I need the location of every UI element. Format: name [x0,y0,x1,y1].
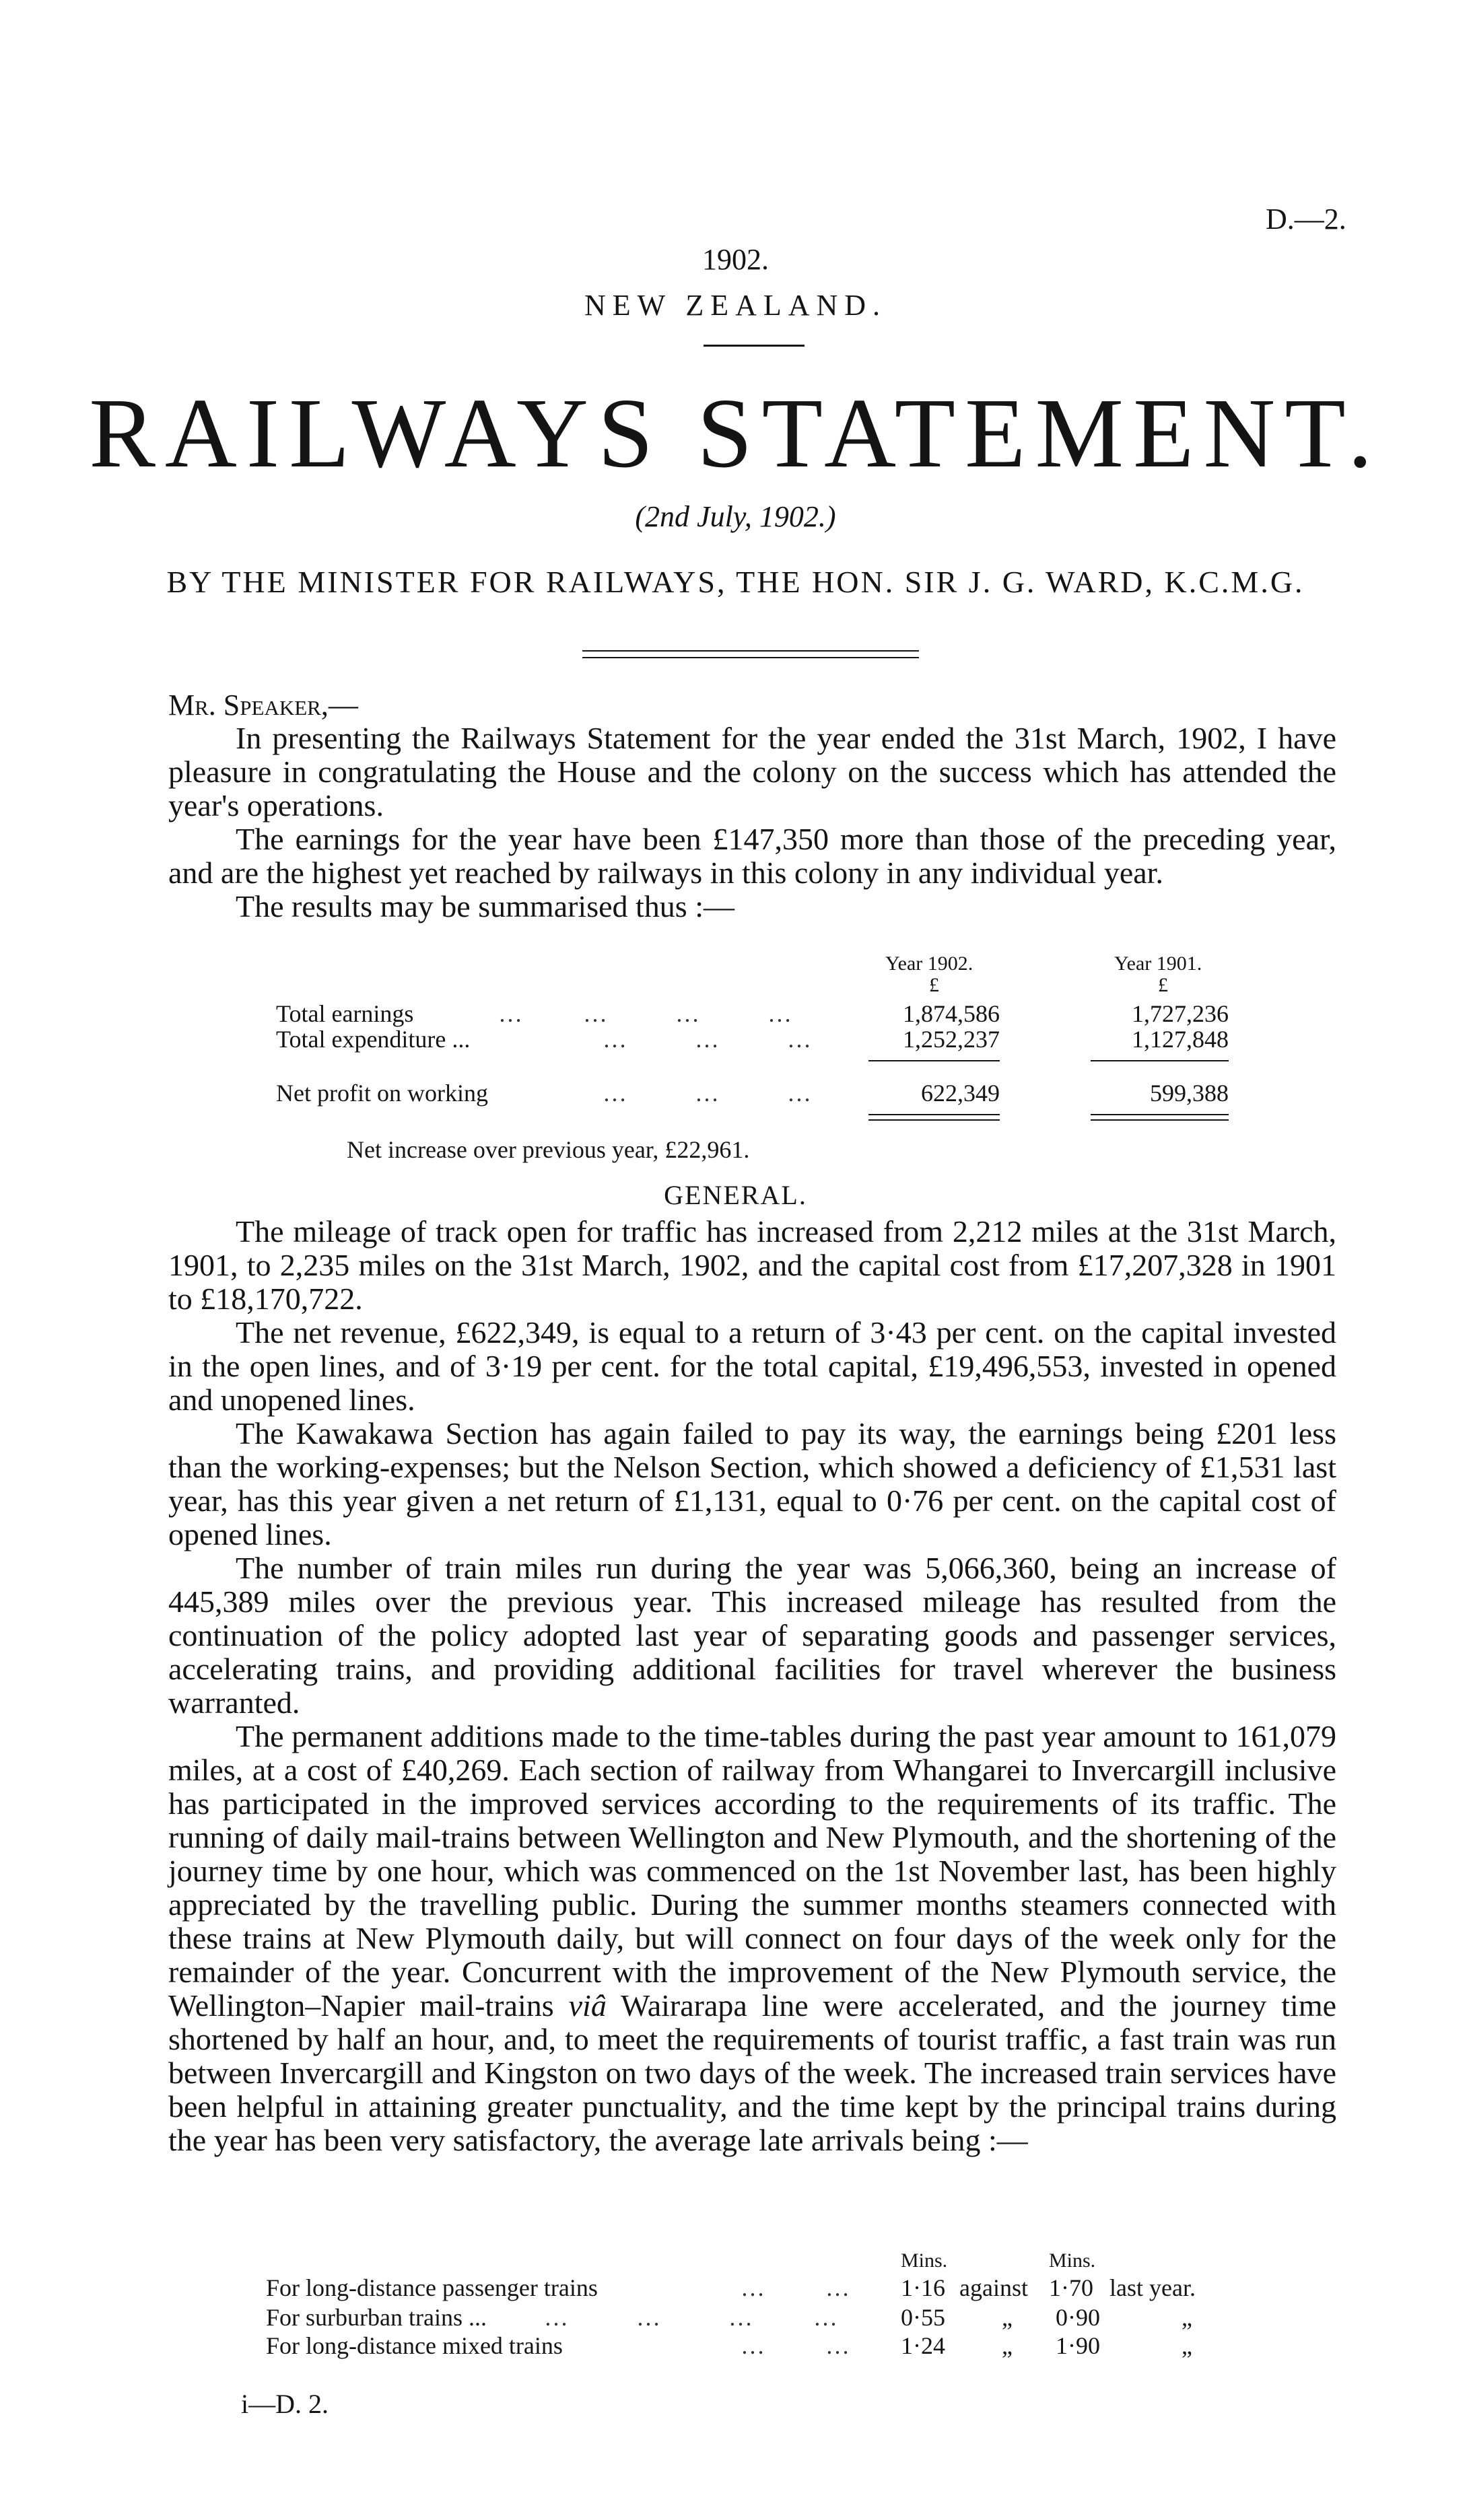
summary-row: Net profit on working … … … 622,349 599,388 [276,1080,1229,1107]
timetable-text-before-via: The permanent additions made to the time-tables during the past year amount to 161,079 miles, at a cost of £40,269. Each section of railway from Whangarei to Invercargill inclusive has participated in the improved services according to the requirements of its traffic. The running of daily mail-trains between Wellington and New Plymouth, and the shortening of the journey time by one hour, which was commenced on the 1st November last, has been highly appreciated by the travelling public. During the summer months steamers connected with these trains at New Plymouth daily, but will connect on four days of the week only for the remainder of the year. Concurrent with the improvement of the New Plymouth service, the Wellington–Napier mail-trains [168,1719,1336,2023]
summary-row-label: Net profit on working [276,1080,488,1107]
summary-total-rule-1901 [1091,1114,1229,1121]
summary-row-label: Total earnings [276,1000,414,1027]
general-paragraph-1: The mileage of track open for traffic has increased from 2,212 miles at the 31st March, 1901, to 2,235 miles on the 31st March, 1902, and the capital cost from £17,207,328 in 1901 to £18,170,722. [168,1214,1336,1316]
document-reference: D.—2. [1266,203,1346,236]
late-arrivals-table [0,2249,1471,2377]
statement-date: (2nd July, 1902.) [635,500,836,533]
general-heading: GENERAL. [664,1180,807,1210]
summary-row-value-1902: 1,252,237 [903,1026,1000,1053]
late-row-value-current: 0·55 [901,2304,945,2331]
late-header-current: Mins. [901,2249,948,2272]
general-paragraph-2: The net revenue, £622,349, is equal to a return of 3·43 per cent. on the capital invested in the open lines, and of 3·19 per cent. for the total capital, £19,496,553, invested in opened and unopened lines. [168,1315,1336,1417]
summary-row-value-1901: 599,388 [1150,1080,1229,1107]
late-row-label: For long-distance mixed trains [266,2332,563,2359]
intro-paragraph-2: The earnings for the year have been £147,350 more than those of the preceding year, and are the highest yet reached by railways in this colony in any individual year. [168,822,1336,890]
currency-symbol-1902: £ [929,974,939,996]
summary-row-value-1902: 622,349 [921,1080,1000,1107]
intro-paragraph-1: In presenting the Railways Statement for the year ended the 31st March, 1902, I have pleasure in congratulating the House and the colony on the success which has attended the year's operations. [168,721,1336,823]
summary-note: Net increase over previous year, £22,961. [347,1136,750,1163]
general-paragraph-4: The number of train miles run during the year was 5,066,360, being an increase of 445,389 miles over the previous year. This increased mileage has resulted from the continuation of the policy adopted last year of separating goods and passenger services, accelerating trains, and providing additional facilities for travel wherever the business warranted. [168,1551,1336,1720]
late-row-suffix: „ [1182,2304,1192,2331]
page-title: RAILWAYS STATEMENT. [89,378,1382,489]
late-row-suffix: „ [1182,2332,1192,2359]
intro-section [168,722,1336,923]
currency-symbol-1901: £ [1158,974,1168,996]
summary-row: Total earnings … … … … 1,874,586 1,727,236 [276,1000,1229,1027]
summary-total-rule-1902 [868,1114,1000,1121]
salutation: Mr. Speaker,— [168,689,358,722]
summary-table [0,952,1471,1181]
summary-header-1902: Year 1902. [885,952,973,975]
double-divider [582,650,919,658]
late-row-value-previous: 1·70 [1049,2274,1093,2301]
summary-header-1901: Year 1901. [1114,952,1202,975]
intro-paragraph-3: The results may be summarised thus :— [236,889,734,923]
late-row-label: For surburban trains ... [266,2304,487,2331]
summary-subtotal-rule-1901 [1091,1060,1229,1061]
summary-subtotal-rule-1902 [868,1060,1000,1061]
year-heading: 1902. [702,243,769,276]
minister-byline: BY THE MINISTER FOR RAILWAYS, THE HON. SIR J. G. WARD, K.C.M.G. [166,565,1305,599]
late-row: For long-distance mixed trains … … 1·24 „ 1·90 „ [266,2332,1192,2359]
short-divider [704,345,805,347]
late-row-value-current: 1·16 [901,2274,945,2301]
late-row-value-current: 1·24 [901,2332,945,2359]
country-heading: NEW ZEALAND. [584,289,887,322]
page-footer: i—D. 2. [241,2389,329,2419]
late-row-value-previous: 0·90 [1056,2304,1100,2331]
summary-row-value-1901: 1,127,848 [1132,1026,1229,1053]
late-row-value-previous: 1·90 [1056,2332,1100,2359]
late-row: For surburban trains ... … … … … 0·55 „ 0·90 „ [266,2304,1192,2331]
timetable-paragraph [168,1720,1336,2157]
late-row-label: For long-distance passenger trains [266,2274,598,2301]
late-row-connector: „ [1002,2332,1013,2359]
late-row: For long-distance passenger trains … … 1·16 against 1·70 last year. [266,2274,1196,2301]
late-row-suffix: last year. [1109,2274,1196,2301]
summary-row: Total expenditure ... … … … 1,252,237 1,127,848 [276,1026,1229,1053]
summary-row-value-1902: 1,874,586 [903,1000,1000,1027]
via-italic: viâ [568,1988,607,2023]
timetable-text-after-via: Wairarapa line were accelerated, and the journey time shortened by half an hour, and, to meet the requirements of tourist traffic, a fast train was run between Invercargill and Kingston on two days of the week. The increased train services have been helpful in attaining greater punctuality, and the time kept by the principal trains during the year has been very satisfactory, the average late arrivals being :— [168,1988,1337,2157]
general-paragraph-3: The Kawakawa Section has again failed to pay its way, the earnings being £201 less than the working-expenses; but the Nelson Section, which showed a deficiency of £1,531 last year, has this year given a net return of £1,131, equal to 0·76 per cent. on the capital cost of opened lines. [168,1416,1336,1551]
late-row-connector: against [959,2274,1028,2301]
late-row-connector: „ [1002,2304,1013,2331]
summary-row-label: Total expenditure ... [276,1026,471,1053]
general-section [168,1215,1336,2157]
summary-row-value-1901: 1,727,236 [1132,1000,1229,1027]
late-header-previous: Mins. [1049,2249,1096,2272]
